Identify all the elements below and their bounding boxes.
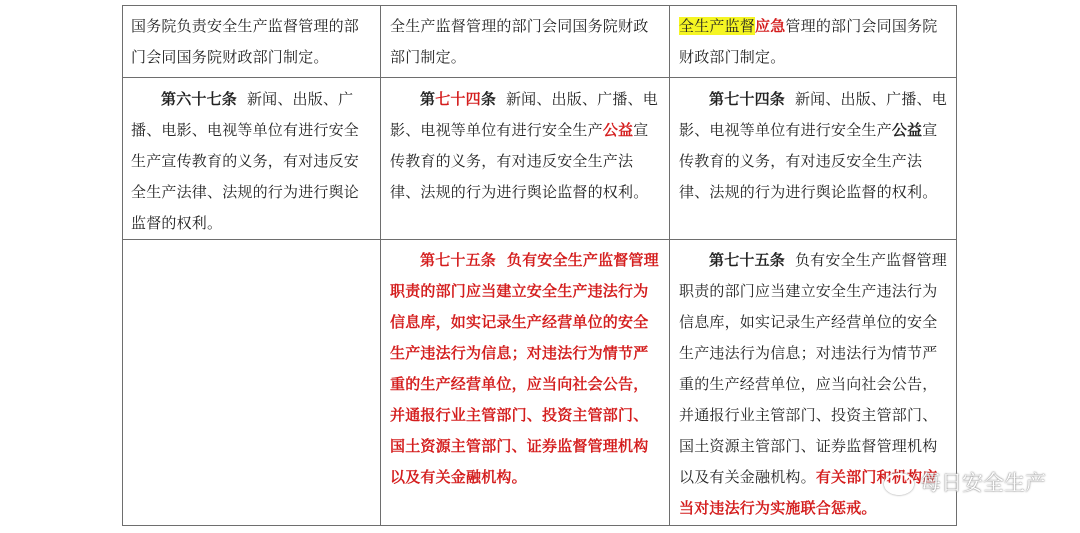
article-text-continued: 宣传教育的义务，有对违反安全生产法律、法规的行为进行舆论监督的权利。 [679, 121, 938, 201]
article-number-suffix: 条 [480, 90, 497, 108]
row1-col3-cell [679, 11, 949, 73]
row2-col2-cell [390, 84, 662, 208]
article-number: 第七十五条 [709, 251, 786, 269]
article-text: 负有安全生产监督管理职责的部门应当建立安全生产违法行为信息库，如实记录生产经营单位的安全生产违法行为信息；对违法行为情节严重的生产经营单位，应当向社会公告，并通报行业主管部门、投资主管部门、国土资源主管部门、证券监督管理机构以及有关金融机构。 [390, 251, 659, 486]
table-border-bottom [122, 525, 957, 526]
row1-col1-cell [131, 11, 371, 73]
table-border-left [122, 5, 123, 526]
row1-col2-cell [390, 11, 662, 73]
article-number-amended: 七十四 [435, 90, 481, 108]
article-number: 第七十五条 [420, 251, 497, 269]
watermark-text: 每日安全生产 [920, 471, 1046, 495]
row2-col3-cell [679, 84, 949, 208]
article-text: 新闻、出版、广播、电影、电视等单位有进行安全生产 [679, 90, 947, 139]
table-row-divider-1 [122, 77, 957, 78]
article-text-continued: 宣传教育的义务，有对违反安全生产法律、法规的行为进行舆论监督的权利。 [390, 121, 649, 201]
article-number: 第六十七条 [161, 90, 238, 108]
table-border-right [956, 5, 957, 526]
document-table [122, 5, 957, 526]
highlighted-text: 全生产监督 [679, 17, 756, 35]
article-text: 新闻、出版、广播、电影、电视等单位有进行安全生产 [390, 90, 658, 139]
row2-col1-cell [131, 84, 371, 239]
row3-col2-cell [390, 245, 662, 493]
article-number-prefix: 第 [420, 90, 436, 108]
article-text: 负有安全生产监督管理职责的部门应当建立安全生产违法行为信息库，如实记录生产经营单位的安全生产违法行为信息；对违法行为情节严重的生产经营单位，应当向社会公告，并通报行业主管部门、投资主管部门、国土资源主管部门、证券监督管理机构以及有关金融机构。 [679, 251, 947, 486]
row1-col2-text: 全生产监督管理的部门会同国务院财政部门制定。 [390, 17, 649, 66]
article-number: 第七十四条 [709, 90, 786, 108]
amended-word: 应急 [755, 17, 786, 35]
table-border-top [122, 5, 957, 6]
table-divider-1 [380, 5, 381, 526]
table-divider-2 [669, 5, 670, 526]
table-row-divider-2 [122, 239, 957, 240]
emphasized-word: 公益 [891, 121, 923, 139]
amended-word: 公益 [602, 121, 634, 139]
row1-col1-text: 国务院负责安全生产监督管理的部门会同国务院财政部门制定。 [131, 17, 360, 66]
article-text: 新闻、出版、广播、电影、电视等单位有进行安全生产宣传教育的义务，有对违反安全生产法律、法规的行为进行舆论监督的权利。 [131, 90, 360, 232]
row1-col3-text: 管理的部门会同国务院财政部门制定。 [679, 17, 938, 66]
wechat-icon [884, 473, 914, 495]
added-clause: 有关部门和机构应当对违法行为实施联合惩戒。 [679, 468, 938, 517]
watermark [884, 467, 1046, 497]
